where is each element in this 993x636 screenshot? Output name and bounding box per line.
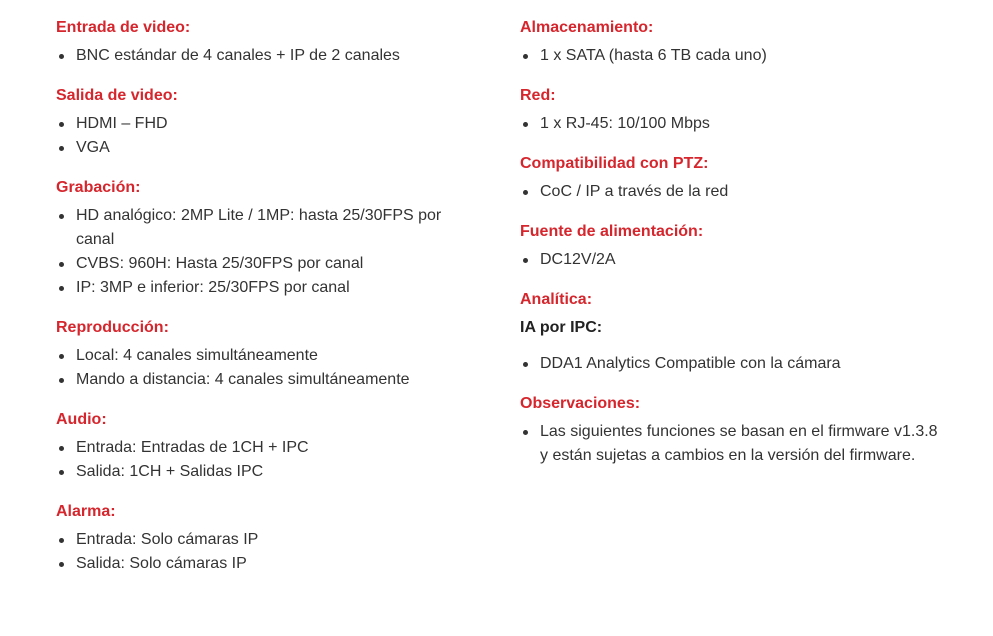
spec-list — [520, 420, 940, 468]
spec-column-right — [520, 16, 940, 484]
section-heading: Audio: — [56, 411, 107, 428]
spec-section-network — [520, 84, 940, 136]
spec-list — [56, 528, 476, 576]
spec-item: HDMI – FHD — [56, 112, 476, 136]
spec-section-recording — [56, 176, 476, 300]
spec-item: IP: 3MP e inferior: 25/30FPS por canal — [56, 276, 476, 300]
spec-item: Salida: 1CH + Salidas IPC — [56, 460, 476, 484]
section-subheading: IA por IPC: — [520, 319, 603, 336]
spec-section-notes — [520, 392, 940, 468]
spec-item: DDA1 Analytics Compatible con la cámara — [520, 352, 940, 376]
spec-item: DC12V/2A — [520, 248, 940, 272]
spec-item: Entrada: Solo cámaras IP — [56, 528, 476, 552]
spec-section-ptz — [520, 152, 940, 204]
section-heading: Fuente de alimentación: — [520, 223, 704, 240]
spec-item: Local: 4 canales simultáneamente — [56, 344, 476, 368]
spec-item: 1 x RJ-45: 10/100 Mbps — [520, 112, 940, 136]
spec-item: Mando a distancia: 4 canales simultáneamente — [56, 368, 476, 392]
section-heading: Observaciones: — [520, 395, 641, 412]
spec-item: BNC estándar de 4 canales + IP de 2 canales — [56, 44, 476, 68]
spec-item: VGA — [56, 136, 476, 160]
spec-item: Entrada: Entradas de 1CH + IPC — [56, 436, 476, 460]
section-heading: Grabación: — [56, 179, 141, 196]
spec-list — [520, 112, 940, 136]
section-heading: Analítica: — [520, 291, 593, 308]
section-heading: Reproducción: — [56, 319, 169, 336]
spec-section-playback — [56, 316, 476, 392]
spec-column-left — [56, 16, 476, 592]
section-heading: Entrada de video: — [56, 19, 191, 36]
spec-section-audio — [56, 408, 476, 484]
spec-list — [520, 248, 940, 272]
section-heading: Almacenamiento: — [520, 19, 654, 36]
spec-section-analytics — [520, 288, 940, 376]
spec-item: 1 x SATA (hasta 6 TB cada uno) — [520, 44, 940, 68]
spec-list — [56, 204, 476, 300]
spec-section-video-input — [56, 16, 476, 68]
spec-section-video-output — [56, 84, 476, 160]
spec-list — [520, 180, 940, 204]
spec-list — [56, 344, 476, 392]
spec-section-storage — [520, 16, 940, 68]
spec-item: HD analógico: 2MP Lite / 1MP: hasta 25/30FPS por canal — [56, 204, 476, 252]
section-heading: Salida de video: — [56, 87, 178, 104]
spec-item: Las siguientes funciones se basan en el firmware v1.3.8 y están sujetas a cambios en la versión del firmware. — [520, 420, 940, 468]
spec-list — [56, 44, 476, 68]
spec-section-alarm — [56, 500, 476, 576]
spec-list — [56, 436, 476, 484]
section-heading: Red: — [520, 87, 556, 104]
spec-item: CoC / IP a través de la red — [520, 180, 940, 204]
spec-list — [520, 44, 940, 68]
spec-item: Salida: Solo cámaras IP — [56, 552, 476, 576]
spec-list — [56, 112, 476, 160]
spec-item: CVBS: 960H: Hasta 25/30FPS por canal — [56, 252, 476, 276]
section-heading: Compatibilidad con PTZ: — [520, 155, 709, 172]
spec-section-power — [520, 220, 940, 272]
spec-list — [520, 352, 940, 376]
section-heading: Alarma: — [56, 503, 116, 520]
